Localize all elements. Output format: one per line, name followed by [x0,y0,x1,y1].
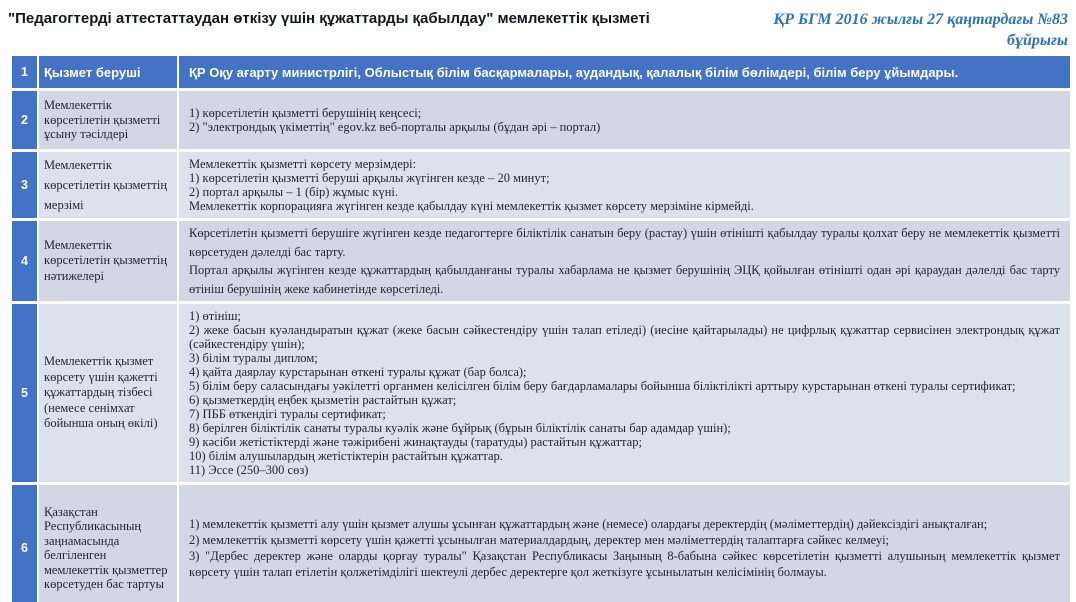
content-line: 1) мемлекеттік қызметті алу үшін қызмет алушы ұсынған құжаттардың және (немесе) олардағы деректердің (мәліметтердің) дәйексіздігі анықталған; [189,517,988,531]
table-row [12,152,1070,218]
table-row [12,485,1070,602]
content-line: 3) білім туралы диплом; [189,351,318,365]
row-content-cell [179,56,1070,88]
row-content-cell [179,485,1070,602]
content-line: 8) берілген біліктілік санаты туралы куәлік және бұйрық (бұрын біліктілік санаты бар адамдар үшін); [189,421,731,435]
content-line: 2) "электрондық үкіметтің" egov.kz веб-порталы арқылы (бұдан әрі – портал) [189,120,601,134]
content-line: 1) өтініш; [189,309,241,323]
table-row [12,91,1070,149]
row-label-cell: Қазақстан Республикасының заңнамасында белгіленген мемлекеттік қызметтер көрсетуден бас тартуы [39,485,177,602]
content-line: 2) портал арқылы – 1 (бір) жұмыс күні. [189,185,398,199]
row-number-cell: 4 [12,221,37,301]
row-number-cell: 2 [12,91,37,149]
row-content-cell [179,152,1070,218]
table-row [12,221,1070,301]
row-number-cell: 5 [12,304,37,482]
row-content-cell [179,304,1070,482]
row-label-cell: Мемлекеттік көрсетілетін қызметті ұсыну тәсілдері [39,91,177,149]
service-table [12,56,1070,602]
row-content-cell [179,91,1070,149]
content-line: Көрсетілетін қызметті берушіге жүгінген кезде педагогтерге біліктілік санатын беру (растау) үшін өтінішті қабылдау туралы қолхат беру не мемлекеттік қызметті көрсетуден дәлелді бас тарту. [189,226,1060,259]
content-line: Мемлекеттік қызметті көрсету мерзімдері: [189,157,417,171]
row-number-cell: 6 [12,485,37,602]
row-label-cell: Мемлекеттік көрсетілетін қызметтің мерзімі [39,152,177,218]
content-line: Мемлекеттік корпорацияға жүгінген кезде қабылдау күні мемлекеттік қызмет көрсету мерзіміне кірмейді. [189,199,754,213]
order-reference-line1: ҚР БГМ 2016 жылғы 27 қаңтардағы №83 [773,11,1068,28]
content-line: 2) жеке басын куәландыратын құжат (жеке басын сәйкестендіру үшін талап етіледі) (иесіне қайтарылады) не цифрлық құжаттар сервисінен электрондық құжат (сәйкестендіру үшін); [189,323,1060,351]
content-line: 10) білім алушылардың жетістіктерін растайтын құжаттар. [189,449,503,463]
content-line: 9) кәсіби жетістіктерді және тәжірибені жинақтауды (таратуды) растайтын құжаттар; [189,435,642,449]
row-content-cell [179,221,1070,301]
content-line: 7) ПББ өткендігі туралы сертификат; [189,407,386,421]
content-line: 4) қайта даярлау курстарынан өткені туралы құжат (бар болса); [189,365,527,379]
content-line: 2) мемлекеттік қызметті көрсету үшін қажетті ұсынылған материалдардың, деректер мен мәліметтердің талаптарға сәйкес келмеуі; [189,533,890,547]
content-line: ҚР Оқу ағарту министрлігі, Облыстық білім басқармалары, аудандық, қалалық білім бөлімдері, білім беру ұйымдары. [189,64,959,80]
content-line: Портал арқылы жүгінген кезде құжаттардың қабылданғаны туралы хабарлама не қызмет берушінің ЭЦҚ қойылған өтінішті одан әрі қараудан дәлелді бас тарту өтініш берушінің жеке кабинетінде көрсетіледі. [189,263,1060,296]
row-label-cell: Мемлекеттік қызмет көрсету үшін қажетті құжаттардың тізбесі (немесе сенімхат бойынша оның өкілі) [39,304,177,482]
content-line: 11) Эссе (250–300 сөз) [189,463,309,477]
content-line: 3) "Дербес деректер және оларды қорғау туралы" Қазақстан Республикасы Заңының 8-бабына сәйкес көрсетілетін қызметті алушының мемлекеттік қызмет көрсету үшін талап етілетін қолжетімділігі шектеулі дербес деректерге қол жеткізуге ұсынылатын келісімінің болмауы. [189,549,1060,579]
content-line: 5) білім беру саласындағы уәкілетті органмен келісілген білім беру бағдарламалары бойынша біліктілікті арттыру курстарынан өткені туралы сертификат; [189,379,1016,393]
order-reference-line2: бұйрығы [1007,32,1068,50]
order-reference [708,9,1070,51]
page-header [0,0,1076,51]
row-label-cell: Мемлекеттік көрсетілетін қызметтің нәтижелері [39,221,177,301]
content-line: 6) қызметкердің еңбек қызметін растайтын құжат; [189,393,457,407]
table-row [12,56,1070,88]
row-number-cell: 3 [12,152,37,218]
content-line: 1) көрсетілетін қызметті беруші арқылы жүгінген кезде – 20 минут; [189,171,550,185]
row-label-cell: Қызмет беруші [39,56,177,88]
content-line: 1) көрсетілетін қызметті берушінің кеңсесі; [189,106,422,120]
table-row [12,304,1070,482]
page-title: "Педагогтерді аттестаттаудан өткізу үшін құжаттарды қабылдау" мемлекеттік қызметі [8,10,650,27]
row-number-cell: 1 [12,56,37,88]
